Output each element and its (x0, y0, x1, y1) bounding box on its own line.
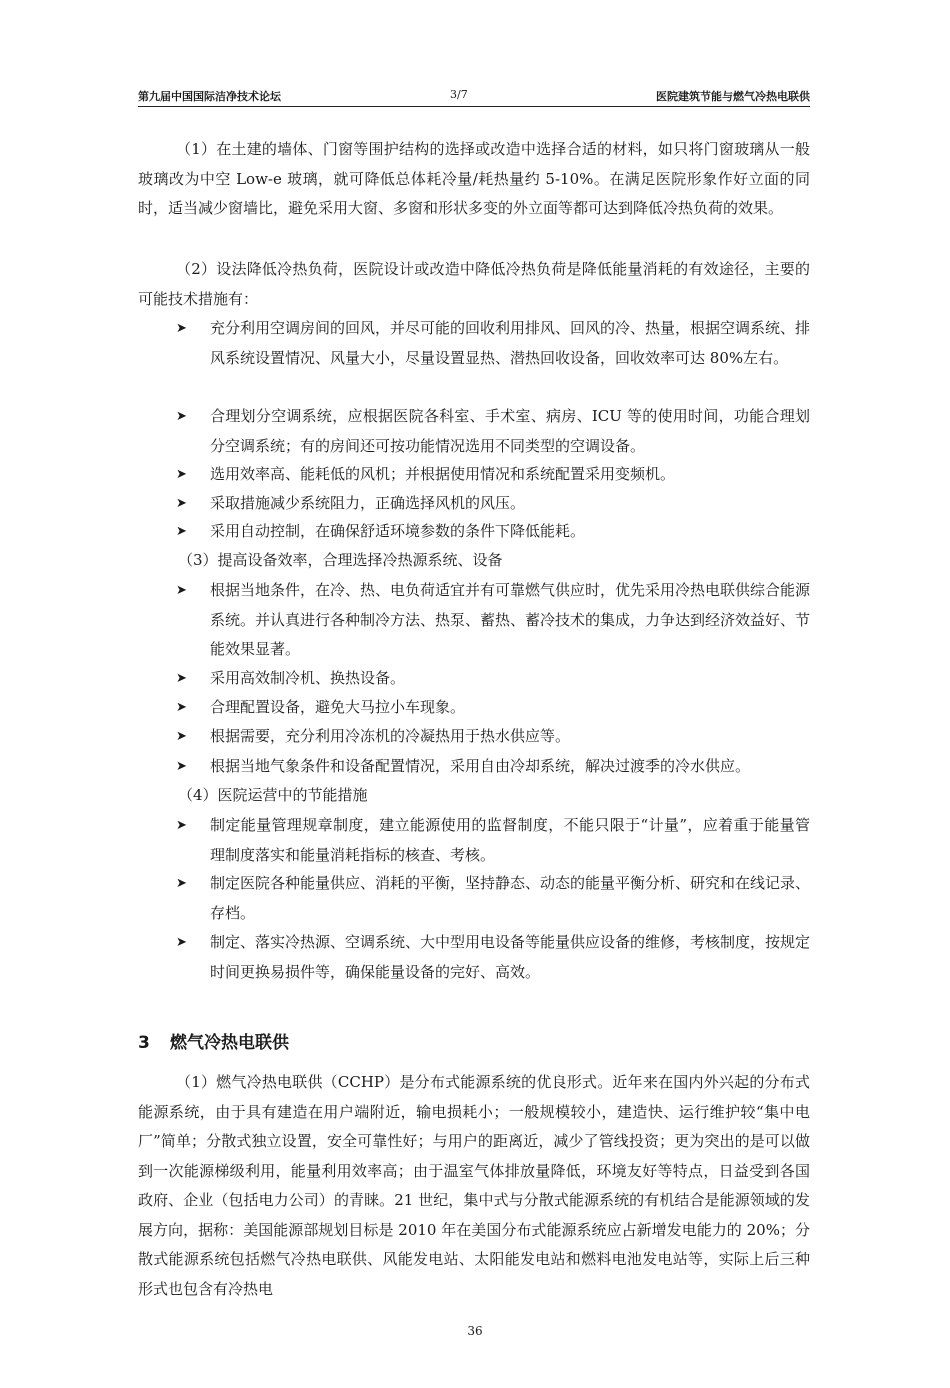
section-number: 3 (138, 1033, 150, 1053)
list-item-text: 根据需要，充分利用冷冻机的冷凝热用于热水供应等。 (210, 727, 571, 745)
list-item-text: 制定医院各种能量供应、消耗的平衡，坚持静态、动态的能量平衡分析、研究和在线记录、存档。 (210, 874, 811, 922)
bullet-arrow-icon: ➤ (176, 818, 187, 833)
subheading-operation-measures: （4）医院运营中的节能措施 (178, 786, 368, 804)
list-item (176, 928, 810, 987)
bullet-arrow-icon: ➤ (176, 671, 187, 686)
list-item (176, 517, 810, 547)
page-number: 36 (467, 1324, 483, 1338)
list-item (176, 402, 810, 461)
list-item-text: 采取措施减少系统阻力，正确选择风机的风压。 (210, 494, 526, 512)
bullet-arrow-icon: ➤ (176, 321, 187, 336)
bullet-arrow-icon: ➤ (176, 524, 187, 539)
bullet-arrow-icon: ➤ (176, 876, 187, 891)
bullet-arrow-icon: ➤ (176, 409, 187, 424)
section-heading (138, 1028, 289, 1053)
paragraph-reduce-load: （2）设法降低冷热负荷，医院设计或改造中降低冷热负荷是降低能量消耗的有效途径，主要的可能技术措施有： (138, 260, 810, 308)
list-item-text: 根据当地气象条件和设备配置情况，采用自由冷却系统，解决过渡季的冷水供应。 (210, 757, 751, 775)
header-rule (138, 106, 810, 107)
list-item-text: 制定能量管理规章制度，建立能源使用的监督制度，不能只限于“计量”，应着重于能量管理制度落实和能量消耗指标的核查、考核。 (210, 816, 810, 864)
list-item (176, 811, 810, 870)
list-item (176, 489, 810, 519)
list-item-text: 选用效率高、能耗低的风机；并根据使用情况和系统配置采用变频机。 (210, 465, 676, 483)
list-item (176, 693, 810, 723)
bullet-arrow-icon: ➤ (176, 935, 187, 950)
list-item (176, 460, 810, 490)
section-title: 燃气冷热电联供 (170, 1033, 289, 1053)
list-item (176, 664, 810, 694)
header-conference-title: 第九届中国国际洁净技术论坛 (138, 90, 281, 103)
bullet-arrow-icon: ➤ (176, 467, 187, 482)
list-item (176, 752, 810, 782)
bullet-arrow-icon: ➤ (176, 700, 187, 715)
bullet-arrow-icon: ➤ (176, 583, 187, 598)
list-item-text: 合理配置设备，避免大马拉小车现象。 (210, 698, 466, 716)
paragraph-envelope-materials: （1）在土建的墙体、门窗等围护结构的选择或改造中选择合适的材料，如只将门窗玻璃从一般玻璃改为中空 Low-e 玻璃，就可降低总体耗冷量/耗热量约 5-10%。在满足医院形象作好立面的同时，适当减少窗墙比，避免采用大窗、多窗和形状多变的外立面等都可达到降低冷热负荷的效果。 (138, 140, 810, 217)
header-page-count: 3/7 (450, 88, 468, 101)
list-item (176, 314, 810, 373)
list-item-text: 根据当地条件，在冷、热、电负荷适宜并有可靠燃气供应时，优先采用冷热电联供综合能源系统。并认真进行各种制冷方法、热泵、蓄热、蓄冷技术的集成，力争达到经济效益好、节能效果显著。 (210, 581, 811, 658)
header-paper-title: 医院建筑节能与燃气冷热电联供 (656, 90, 810, 103)
list-item (176, 576, 810, 665)
list-item-text: 制定、落实冷热源、空调系统、大中型用电设备等能量供应设备的维修，考核制度，按规定时间更换易损件等，确保能量设备的完好、高效。 (210, 933, 811, 981)
bullet-arrow-icon: ➤ (176, 729, 187, 744)
paragraph-cchp-overview: （1）燃气冷热电联供（CCHP）是分布式能源系统的优良形式。近年来在国内外兴起的分布式能源系统，由于具有建造在用户端附近，输电损耗小；一般规模较小，建造快、运行维护较“集中电厂”简单；分散式独立设置，安全可靠性好；与用户的距离近，减少了管线投资；更为突出的是可以做到一次能源梯级利用，能量利用效率高；由于温室气体排放量降低，环境友好等特点，日益受到各国政府、企业（包括电力公司）的青睐。21 世纪，集中式与分散式能源系统的有机结合是能源领域的发展方向，据称：美国能源部规划目标是 2010 年在美国分布式能源系统应占新增发电能力的 20%；分散式能源系统包括燃气冷热电联供、风能发电站、太阳能发电站和燃料电池发电站等，实际上后三种形式也包含有冷热电 (138, 1073, 810, 1298)
list-item (176, 869, 810, 928)
subheading-equipment-efficiency: （3）提高设备效率，合理选择冷热源系统、设备 (178, 551, 503, 569)
running-header (138, 84, 810, 106)
list-item (176, 722, 810, 752)
list-item-text: 采用高效制冷机、换热设备。 (210, 669, 406, 687)
list-item-text: 合理划分空调系统，应根据医院各科室、手术室、病房、ICU 等的使用时间，功能合理划分空调系统；有的房间还可按功能情况选用不同类型的空调设备。 (210, 407, 810, 455)
list-item-text: 采用自动控制，在确保舒适环境参数的条件下降低能耗。 (210, 522, 586, 540)
bullet-arrow-icon: ➤ (176, 496, 187, 511)
list-item-text: 充分利用空调房间的回风，并尽可能的回收利用排风、回风的冷、热量，根据空调系统、排风系统设置情况、风量大小，尽量设置显热、潜热回收设备，回收效率可达 80%左右。 (210, 319, 811, 367)
bullet-arrow-icon: ➤ (176, 759, 187, 774)
